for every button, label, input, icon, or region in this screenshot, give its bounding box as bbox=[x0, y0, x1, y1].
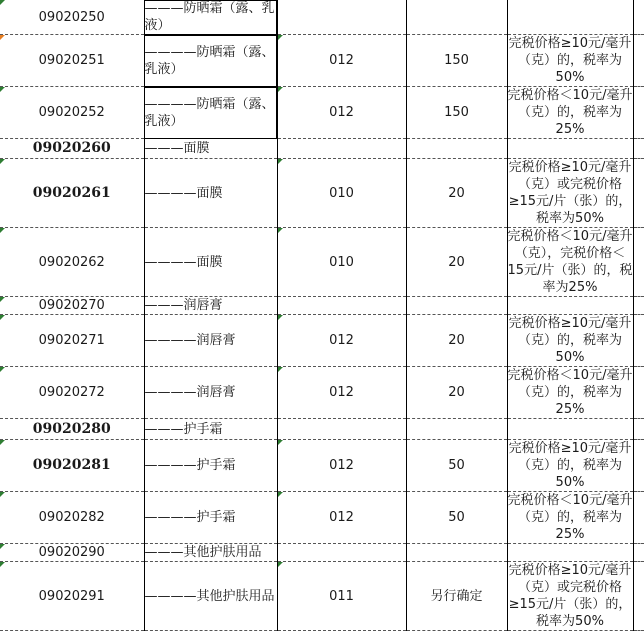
cell-name[interactable] bbox=[144, 440, 277, 492]
table-row bbox=[0, 87, 644, 139]
cell-code[interactable] bbox=[0, 315, 144, 367]
cell-extra[interactable] bbox=[633, 228, 644, 297]
cell-name-text: ———面膜 bbox=[144, 141, 210, 156]
comment-marker-icon bbox=[278, 87, 283, 92]
cell-note[interactable] bbox=[507, 544, 633, 562]
table-row bbox=[0, 562, 644, 631]
comment-marker-icon bbox=[0, 297, 5, 302]
cell-name-text: ———护手霜 bbox=[144, 421, 223, 437]
cell-name-text: ————其他护肤用品 bbox=[144, 588, 275, 604]
cell-code-text: 09020270 bbox=[38, 298, 105, 313]
cell-note[interactable] bbox=[507, 228, 633, 297]
table-row bbox=[0, 492, 644, 544]
cell-rate[interactable] bbox=[406, 87, 507, 139]
cell-category[interactable] bbox=[277, 0, 406, 35]
cell-extra[interactable] bbox=[633, 297, 644, 315]
cell-code[interactable] bbox=[0, 297, 144, 315]
cell-rate[interactable] bbox=[406, 297, 507, 315]
table-row bbox=[0, 0, 644, 35]
cell-category[interactable] bbox=[277, 315, 406, 367]
cell-code-text: 09020251 bbox=[38, 53, 105, 68]
cell-name-text: ————护手霜 bbox=[144, 510, 236, 525]
cell-rate[interactable] bbox=[406, 139, 507, 159]
cell-category[interactable] bbox=[277, 159, 406, 228]
cell-note-text: 完税价格＜10元/毫升（克）的，税率为25% bbox=[507, 493, 633, 542]
cell-name[interactable] bbox=[144, 297, 277, 315]
cell-note[interactable] bbox=[507, 315, 633, 367]
cell-category[interactable] bbox=[277, 87, 406, 139]
cell-note-text: 完税价格＜10元/毫升（克）的，税率为25% bbox=[507, 88, 633, 137]
comment-marker-icon bbox=[0, 159, 5, 164]
cell-rate[interactable] bbox=[406, 419, 507, 440]
cell-note-text: 完税价格≥10元/毫升（克）或完税价格≥15元/片（张）的，税率为50% bbox=[508, 563, 632, 629]
cell-note[interactable] bbox=[507, 367, 633, 419]
cell-rate[interactable] bbox=[406, 367, 507, 419]
cell-code[interactable] bbox=[0, 159, 144, 228]
cell-code[interactable] bbox=[0, 419, 144, 440]
table-row bbox=[0, 297, 644, 315]
cell-rate-text: 50 bbox=[448, 510, 465, 525]
cell-code[interactable] bbox=[0, 492, 144, 544]
cell-category-text: 012 bbox=[329, 333, 354, 348]
cell-code-text: 09020261 bbox=[32, 184, 111, 201]
cell-name[interactable] bbox=[144, 0, 277, 35]
comment-marker-icon bbox=[0, 87, 5, 92]
table-row bbox=[0, 544, 644, 562]
cell-rate-text: 20 bbox=[448, 333, 465, 348]
cell-extra[interactable] bbox=[633, 562, 644, 631]
table-row bbox=[0, 315, 644, 367]
cell-code[interactable] bbox=[0, 440, 144, 492]
cell-code-text: 09020271 bbox=[38, 333, 105, 348]
cell-note-text: 完税价格≥10元/毫升（克）的，税率为50% bbox=[508, 36, 632, 85]
cell-name-text: ————护手霜 bbox=[144, 458, 236, 473]
cell-note[interactable] bbox=[507, 492, 633, 544]
cell-name[interactable] bbox=[144, 419, 277, 440]
cell-note[interactable] bbox=[507, 35, 633, 87]
cell-note[interactable] bbox=[507, 139, 633, 159]
cell-extra[interactable] bbox=[633, 440, 644, 492]
cell-name-text: ————润唇膏 bbox=[144, 333, 236, 348]
cell-category-text: 012 bbox=[329, 105, 354, 120]
cell-extra[interactable] bbox=[633, 492, 644, 544]
table-row bbox=[0, 419, 644, 440]
cell-note[interactable] bbox=[507, 562, 633, 631]
cell-name[interactable] bbox=[144, 544, 277, 562]
cell-name-text: ————面膜 bbox=[144, 254, 223, 270]
cell-note-text: 完税价格＜10元/毫升（克）的，税率为25% bbox=[507, 368, 633, 417]
cell-name-text: ————面膜 bbox=[144, 185, 223, 201]
cell-note[interactable] bbox=[507, 159, 633, 228]
cell-code[interactable] bbox=[0, 0, 144, 35]
cell-extra[interactable] bbox=[633, 35, 644, 87]
cell-note-text: 完税价格≥10元/毫升（克）或完税价格≥15元/片（张）的，税率为50% bbox=[508, 160, 632, 226]
cell-code-text: 09020281 bbox=[32, 457, 111, 473]
table-row bbox=[0, 228, 644, 297]
cell-name[interactable] bbox=[144, 87, 277, 139]
cell-rate-text: 150 bbox=[444, 53, 469, 68]
cell-code-text: 09020290 bbox=[38, 545, 105, 560]
cell-category-text: 012 bbox=[329, 510, 354, 525]
comment-marker-icon bbox=[0, 0, 5, 5]
comment-marker-icon bbox=[278, 315, 283, 320]
cell-category[interactable] bbox=[277, 35, 406, 87]
comment-marker-icon bbox=[278, 35, 283, 40]
cell-name[interactable] bbox=[144, 315, 277, 367]
cell-name[interactable] bbox=[144, 562, 277, 631]
cell-note-text: 完税价格≥10元/毫升（克）的，税率为50% bbox=[508, 441, 632, 490]
cell-code[interactable] bbox=[0, 562, 144, 631]
comment-marker-icon bbox=[278, 440, 283, 445]
cell-code[interactable] bbox=[0, 87, 144, 139]
cell-code[interactable] bbox=[0, 544, 144, 562]
cell-note[interactable] bbox=[507, 297, 633, 315]
cell-code[interactable] bbox=[0, 35, 144, 87]
comment-marker-icon bbox=[0, 440, 5, 445]
cell-code-text: 09020272 bbox=[38, 385, 105, 400]
table-row bbox=[0, 367, 644, 419]
cell-code[interactable] bbox=[0, 139, 144, 159]
cell-rate[interactable] bbox=[406, 228, 507, 297]
cell-rate-text: 20 bbox=[448, 185, 465, 201]
cell-rate[interactable] bbox=[406, 315, 507, 367]
comment-marker-icon bbox=[0, 562, 5, 567]
cell-rate-text: 20 bbox=[448, 385, 465, 400]
cell-rate[interactable] bbox=[406, 35, 507, 87]
cell-extra[interactable] bbox=[633, 419, 644, 440]
comment-marker-icon bbox=[278, 492, 283, 497]
cell-name-text: ———其他护肤用品 bbox=[144, 545, 262, 560]
comment-marker-icon bbox=[0, 544, 5, 549]
cell-code-text: 09020260 bbox=[32, 140, 111, 156]
cell-rate-text: 50 bbox=[448, 458, 465, 473]
cell-code[interactable] bbox=[0, 228, 144, 297]
comment-marker-icon bbox=[278, 562, 283, 567]
cell-category[interactable] bbox=[277, 562, 406, 631]
cell-category-text: 012 bbox=[329, 53, 354, 68]
cell-extra[interactable] bbox=[633, 367, 644, 419]
cell-note-text: 完税价格≥10元/毫升（克）的，税率为50% bbox=[508, 316, 632, 365]
cell-code-text: 09020250 bbox=[38, 9, 105, 25]
cell-rate[interactable] bbox=[406, 544, 507, 562]
table-row bbox=[0, 35, 644, 87]
cell-extra[interactable] bbox=[633, 139, 644, 159]
cell-extra[interactable] bbox=[633, 315, 644, 367]
cell-rate-text: 另行确定 bbox=[430, 588, 483, 604]
cell-category-text: 012 bbox=[329, 458, 354, 473]
table-row bbox=[0, 139, 644, 159]
cell-rate-text: 150 bbox=[444, 105, 469, 120]
cell-code-text: 09020280 bbox=[32, 420, 111, 437]
comment-marker-icon bbox=[0, 228, 5, 233]
cell-category-text: 012 bbox=[329, 385, 354, 400]
cell-name[interactable] bbox=[144, 228, 277, 297]
table-row bbox=[0, 159, 644, 228]
cell-rate[interactable] bbox=[406, 159, 507, 228]
cell-category[interactable] bbox=[277, 419, 406, 440]
cell-name[interactable] bbox=[144, 367, 277, 419]
cell-note[interactable] bbox=[507, 419, 633, 440]
comment-marker-icon bbox=[278, 228, 283, 233]
cell-code-text: 09020262 bbox=[38, 254, 105, 270]
cell-extra[interactable] bbox=[633, 87, 644, 139]
cell-category[interactable] bbox=[277, 367, 406, 419]
cell-note[interactable] bbox=[507, 87, 633, 139]
table-row bbox=[0, 440, 644, 492]
cell-extra[interactable] bbox=[633, 0, 644, 35]
cell-name-text: ————润唇膏 bbox=[144, 385, 236, 400]
cell-rate[interactable] bbox=[406, 440, 507, 492]
cell-name-text: ————防晒霜（露、乳液） bbox=[144, 44, 275, 77]
comment-marker-icon bbox=[278, 159, 283, 164]
cell-name[interactable] bbox=[144, 159, 277, 228]
cell-note[interactable] bbox=[507, 440, 633, 492]
cell-category-text: 011 bbox=[329, 588, 354, 604]
cell-extra[interactable] bbox=[633, 159, 644, 228]
cell-note-text: 完税价格＜10元/毫升（克），完税价格＜15元/片（张）的，税率为25% bbox=[507, 229, 633, 295]
cell-category[interactable] bbox=[277, 492, 406, 544]
cell-name-text: ————防晒霜（露、乳液） bbox=[144, 96, 275, 129]
cell-code-text: 09020252 bbox=[38, 105, 105, 120]
cell-name[interactable] bbox=[144, 139, 277, 159]
cell-category[interactable] bbox=[277, 228, 406, 297]
comment-marker-icon bbox=[0, 315, 5, 320]
cell-name-text: ———防晒霜（露、乳液） bbox=[144, 1, 275, 33]
cell-rate[interactable] bbox=[406, 0, 507, 35]
cell-category[interactable] bbox=[277, 544, 406, 562]
cell-rate-text: 20 bbox=[448, 254, 465, 270]
cell-category[interactable] bbox=[277, 139, 406, 159]
cell-rate[interactable] bbox=[406, 492, 507, 544]
cell-code-text: 09020291 bbox=[38, 588, 105, 604]
cell-extra[interactable] bbox=[633, 544, 644, 562]
cell-category-text: 010 bbox=[329, 254, 354, 270]
cell-code-text: 09020282 bbox=[38, 510, 105, 525]
cell-name-text: ———润唇膏 bbox=[144, 298, 223, 313]
cell-category[interactable] bbox=[277, 297, 406, 315]
cell-category[interactable] bbox=[277, 440, 406, 492]
comment-marker-icon bbox=[0, 367, 5, 372]
comment-marker-icon bbox=[0, 35, 5, 40]
cell-name[interactable] bbox=[144, 492, 277, 544]
comment-marker-icon bbox=[0, 492, 5, 497]
comment-marker-icon bbox=[278, 367, 283, 372]
cell-category-text: 010 bbox=[329, 185, 354, 201]
cell-note[interactable] bbox=[507, 0, 633, 35]
cell-rate[interactable] bbox=[406, 562, 507, 631]
cell-code[interactable] bbox=[0, 367, 144, 419]
cell-name[interactable] bbox=[144, 35, 277, 87]
